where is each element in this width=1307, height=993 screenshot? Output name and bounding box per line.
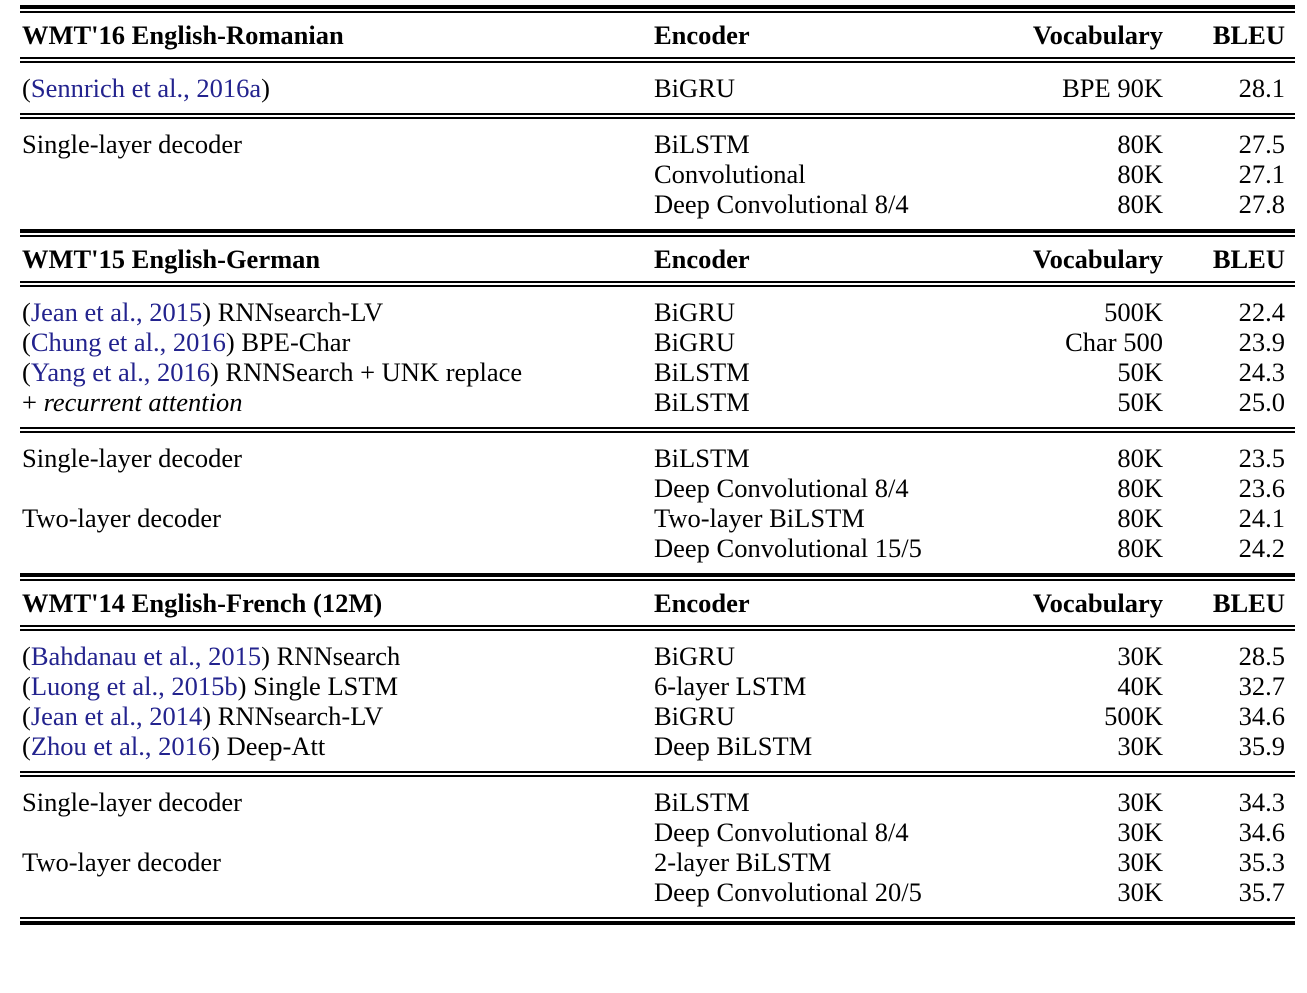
bleu-cell: 34.6 <box>1238 701 1285 731</box>
column-header-vocabulary: Vocabulary <box>1032 244 1163 274</box>
section-title: WMT'16 English-Romanian <box>22 20 344 50</box>
system-name-cell: Single-layer decoder <box>22 443 242 473</box>
row-spacer <box>20 761 1295 771</box>
column-header-encoder: Encoder <box>654 20 750 50</box>
vocabulary-cell: 80K <box>1117 503 1163 533</box>
system-name-suffix: Deep-Att <box>219 731 326 761</box>
vocabulary-cell: 30K <box>1117 787 1163 817</box>
vocabulary-cell: 30K <box>1117 847 1163 877</box>
vocabulary-cell: 80K <box>1117 443 1163 473</box>
system-name-cell <box>20 159 652 189</box>
system-name-suffix: RNNsearch-LV <box>211 701 384 731</box>
encoder-cell: BiGRU <box>654 297 735 327</box>
column-header-bleu: BLEU <box>1212 588 1285 618</box>
row-spacer <box>20 63 1295 73</box>
vocabulary-cell: 50K <box>1117 357 1163 387</box>
system-name-suffix: Single LSTM <box>246 671 399 701</box>
encoder-cell: BiLSTM <box>654 129 750 159</box>
citation-close-paren: ) <box>237 671 247 701</box>
vocabulary-cell: BPE 90K <box>1062 73 1163 103</box>
bleu-cell: 27.8 <box>1238 189 1285 219</box>
vocabulary-cell: 500K <box>1104 701 1163 731</box>
table-row <box>20 731 1295 761</box>
encoder-cell: BiLSTM <box>654 443 750 473</box>
citation-open-paren: ( <box>22 671 31 701</box>
encoder-cell: Convolutional <box>654 159 806 189</box>
system-name-cell: Single-layer decoder <box>22 129 242 159</box>
table-row <box>20 159 1295 189</box>
results-table <box>20 5 1295 925</box>
variant-name-italic: recurrent attention <box>43 387 243 417</box>
bleu-cell: 24.3 <box>1238 357 1285 387</box>
bleu-cell: 28.5 <box>1238 641 1285 671</box>
column-header-bleu: BLEU <box>1212 244 1285 274</box>
system-name-cell <box>20 387 652 417</box>
bleu-cell: 22.4 <box>1238 297 1285 327</box>
system-name-suffix: RNNSearch + UNK replace <box>218 357 523 387</box>
table-row <box>20 701 1295 731</box>
column-header-bleu: BLEU <box>1212 20 1285 50</box>
encoder-cell: BiGRU <box>654 73 735 103</box>
encoder-cell: BiGRU <box>654 641 735 671</box>
citation-open-paren: ( <box>22 357 31 387</box>
table-row <box>20 847 1295 877</box>
vocabulary-cell: 80K <box>1117 533 1163 563</box>
vocabulary-cell: 500K <box>1104 297 1163 327</box>
bleu-cell: 24.1 <box>1238 503 1285 533</box>
column-header-encoder: Encoder <box>654 588 750 618</box>
vocabulary-cell: 50K <box>1117 387 1163 417</box>
bleu-cell: 35.9 <box>1238 731 1285 761</box>
encoder-cell: BiLSTM <box>654 387 750 417</box>
system-name-cell <box>20 357 652 387</box>
bleu-cell: 24.2 <box>1238 533 1285 563</box>
vocabulary-cell: 30K <box>1117 817 1163 847</box>
bleu-cell: 23.9 <box>1238 327 1285 357</box>
system-name-cell <box>20 533 652 563</box>
citation-link[interactable]: Bahdanau et al., 2015 <box>30 641 262 671</box>
table-row <box>20 817 1295 847</box>
citation-open-paren: ( <box>22 641 31 671</box>
section-title: WMT'14 English-French (12M) <box>22 588 383 618</box>
bleu-cell: 27.1 <box>1238 159 1285 189</box>
row-spacer <box>20 563 1295 573</box>
row-spacer <box>20 103 1295 113</box>
table-row <box>20 533 1295 563</box>
encoder-cell: Deep Convolutional 8/4 <box>654 473 909 503</box>
citation-link[interactable]: Jean et al., 2014 <box>30 701 203 731</box>
system-name-cell <box>20 641 652 671</box>
citation-close-paren: ) <box>202 297 212 327</box>
bleu-cell: 34.3 <box>1238 787 1285 817</box>
vocabulary-cell: 30K <box>1117 877 1163 907</box>
citation-link[interactable]: Yang et al., 2016 <box>30 357 210 387</box>
system-name-cell <box>20 877 652 907</box>
table-row <box>20 297 1295 327</box>
encoder-cell: 6-layer LSTM <box>654 671 807 701</box>
table-row <box>20 503 1295 533</box>
column-header-encoder: Encoder <box>654 244 750 274</box>
system-name-suffix: RNNsearch <box>270 641 401 671</box>
encoder-cell: BiLSTM <box>654 357 750 387</box>
system-name-cell <box>20 327 652 357</box>
citation-link[interactable]: Jean et al., 2015 <box>30 297 203 327</box>
bleu-cell: 32.7 <box>1238 671 1285 701</box>
system-name-suffix: RNNsearch-LV <box>211 297 384 327</box>
citation-close-paren: ) <box>209 357 219 387</box>
citation-open-paren: ( <box>22 297 31 327</box>
table-row <box>20 387 1295 417</box>
table-row <box>20 189 1295 219</box>
vocabulary-cell: Char 500 <box>1065 327 1163 357</box>
system-name-cell <box>20 189 652 219</box>
row-spacer <box>20 777 1295 787</box>
row-spacer <box>20 417 1295 427</box>
section-title: WMT'15 English-German <box>22 244 321 274</box>
table-row <box>20 641 1295 671</box>
row-spacer <box>20 287 1295 297</box>
citation-link[interactable]: Chung et al., 2016 <box>30 327 226 357</box>
encoder-cell: BiGRU <box>654 327 735 357</box>
citation-close-paren: ) <box>225 327 235 357</box>
table-row <box>20 357 1295 387</box>
bleu-cell: 28.1 <box>1238 73 1285 103</box>
system-name-cell: Two-layer decoder <box>22 847 221 877</box>
column-header-vocabulary: Vocabulary <box>1032 588 1163 618</box>
system-name-cell <box>20 473 652 503</box>
table-row <box>20 877 1295 907</box>
bleu-cell: 23.5 <box>1238 443 1285 473</box>
citation-open-paren: ( <box>22 327 31 357</box>
citation-open-paren: ( <box>22 701 31 731</box>
citation-close-paren: ) <box>261 641 270 671</box>
table-rule <box>20 5 1295 13</box>
section-header-wmt16-en-ro <box>20 13 1295 57</box>
citation-link[interactable]: Luong et al., 2015b <box>30 671 238 701</box>
encoder-cell: Deep Convolutional 8/4 <box>654 189 909 219</box>
table-row <box>20 327 1295 357</box>
encoder-cell: Deep Convolutional 20/5 <box>654 877 922 907</box>
bleu-cell: 27.5 <box>1238 129 1285 159</box>
encoder-cell: Deep Convolutional 15/5 <box>654 533 922 563</box>
table-row <box>20 73 1295 103</box>
citation-link[interactable]: Zhou et al., 2016 <box>30 731 212 761</box>
vocabulary-cell: 30K <box>1117 641 1163 671</box>
system-name-cell <box>20 731 652 761</box>
encoder-cell: Deep BiLSTM <box>654 731 813 761</box>
row-spacer <box>20 433 1295 443</box>
vocabulary-cell: 80K <box>1117 129 1163 159</box>
bleu-cell: 23.6 <box>1238 473 1285 503</box>
encoder-cell: Two-layer BiLSTM <box>654 503 865 533</box>
table-rule <box>20 573 1295 581</box>
system-name-cell: Single-layer decoder <box>22 787 242 817</box>
row-spacer <box>20 631 1295 641</box>
table-row <box>20 787 1295 817</box>
table-rule <box>20 229 1295 237</box>
citation-open-paren: ( <box>22 73 31 103</box>
row-spacer <box>20 119 1295 129</box>
system-name-cell <box>20 701 652 731</box>
table-row <box>20 129 1295 159</box>
vocabulary-cell: 40K <box>1117 671 1163 701</box>
encoder-cell: BiGRU <box>654 701 735 731</box>
citation-close-paren: ) <box>261 73 270 103</box>
encoder-cell: BiLSTM <box>654 787 750 817</box>
citation-link[interactable]: Sennrich et al., 2016a <box>30 73 262 103</box>
rule-line <box>20 921 1295 925</box>
column-header-vocabulary: Vocabulary <box>1032 20 1163 50</box>
system-name-cell: Two-layer decoder <box>22 503 221 533</box>
bleu-cell: 34.6 <box>1238 817 1285 847</box>
variant-prefix: + <box>22 387 44 417</box>
vocabulary-cell: 80K <box>1117 473 1163 503</box>
bleu-cell: 25.0 <box>1238 387 1285 417</box>
table-row <box>20 671 1295 701</box>
system-name-cell <box>20 671 652 701</box>
encoder-cell: Deep Convolutional 8/4 <box>654 817 909 847</box>
bleu-cell: 35.7 <box>1238 877 1285 907</box>
system-name-cell <box>20 297 652 327</box>
section-header-wmt15-en-de <box>20 237 1295 281</box>
citation-close-paren: ) <box>211 731 220 761</box>
results-table-body <box>20 5 1295 925</box>
system-name-cell <box>20 73 652 103</box>
row-spacer <box>20 219 1295 229</box>
system-name-cell <box>20 817 652 847</box>
citation-close-paren: ) <box>202 701 212 731</box>
encoder-cell: 2-layer BiLSTM <box>654 847 832 877</box>
row-spacer <box>20 907 1295 917</box>
bleu-cell: 35.3 <box>1238 847 1285 877</box>
vocabulary-cell: 80K <box>1117 159 1163 189</box>
system-name-suffix: BPE-Char <box>234 327 351 357</box>
vocabulary-cell: 30K <box>1117 731 1163 761</box>
table-row <box>20 473 1295 503</box>
table-row <box>20 443 1295 473</box>
results-table-container <box>0 5 1307 993</box>
table-rule <box>20 917 1295 925</box>
section-header-wmt14-en-fr <box>20 581 1295 625</box>
citation-open-paren: ( <box>22 731 31 761</box>
vocabulary-cell: 80K <box>1117 189 1163 219</box>
